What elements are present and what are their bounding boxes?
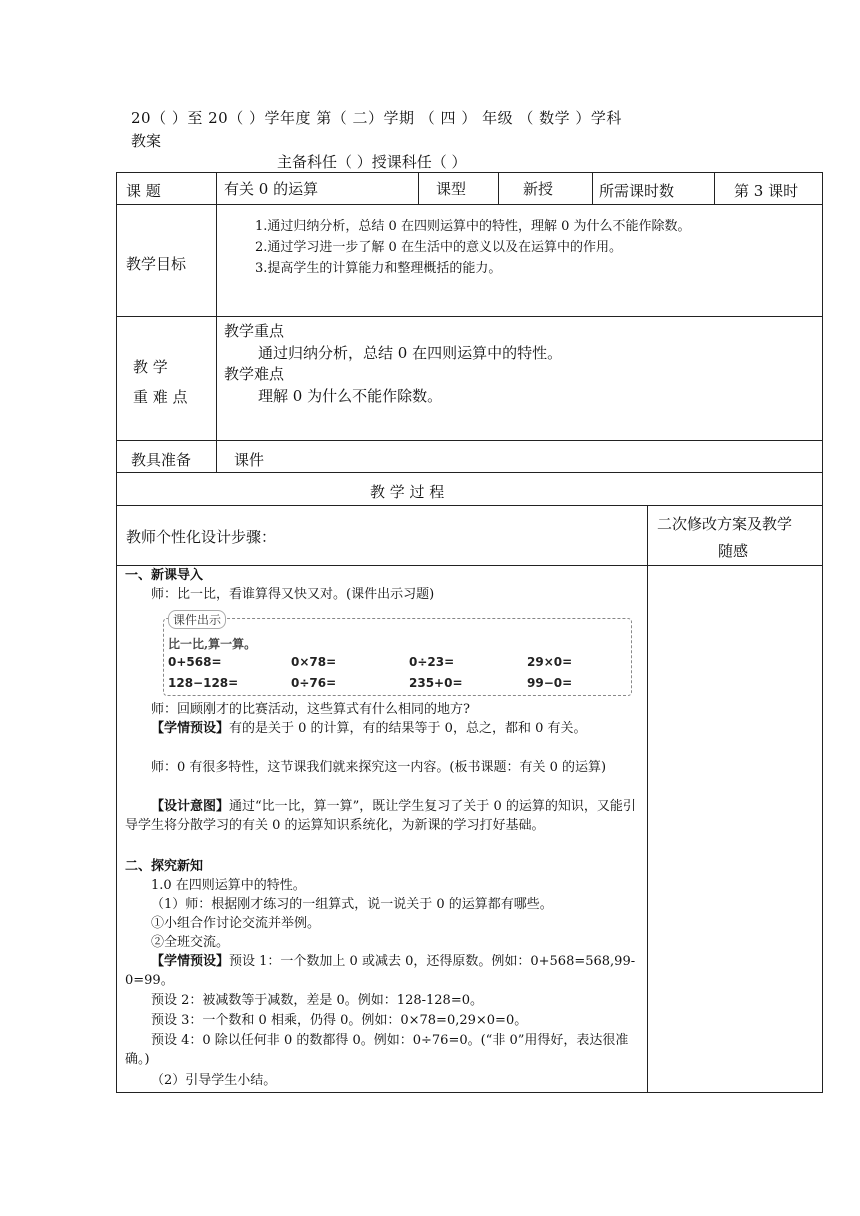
difficulty-text: 理解 0 为什么不能作除数。	[258, 387, 443, 405]
paragraph	[125, 719, 640, 738]
paragraph: 师：比一比，看谁算得又快又对。(课件出示习题)	[151, 587, 435, 602]
equation: 0÷76=	[291, 676, 337, 690]
paragraph: （1）师：根据刚才练习的一组算式，说一说关于 0 的运算都有哪些。	[151, 897, 553, 912]
header-line-2: 教案	[131, 132, 162, 150]
focus-title: 教学重点	[224, 322, 285, 340]
objective-item: 3.提高学生的计算能力和整理概括的能力。	[255, 261, 502, 276]
equation: 235+0=	[409, 676, 463, 690]
row-divider	[116, 472, 823, 473]
keypoints-label-2: 重 难 点	[133, 388, 188, 406]
process-right-header-1: 二次修改方案及教学	[657, 515, 793, 533]
equation: 0×78=	[291, 655, 337, 669]
lesson-type-value: 新授	[523, 180, 554, 198]
paragraph: ②全班交流。	[151, 935, 230, 950]
hours-value: 第 3 课时	[734, 182, 799, 200]
tag-label: 【设计意图】	[151, 799, 230, 814]
prep-value: 课件	[234, 451, 265, 469]
paragraph-text: 预设 1：一个数加上 0 或减去 0，还得原数。例如：0+568=568,99-0=99。	[125, 954, 636, 988]
topic-label: 课 题	[126, 182, 161, 200]
paragraph: 师：0 有很多特性，这节课我们就来探究这一内容。(板书课题：有关 0 的运算)	[151, 760, 607, 775]
paragraph: 师：回顾刚才的比赛活动，这些算式有什么相同的地方?	[151, 702, 470, 717]
col-divider	[498, 172, 499, 204]
paragraph: （2）引导学生小结。	[151, 1073, 277, 1088]
paragraph	[125, 797, 640, 835]
paragraph-text: 通过“比一比，算一算”，既让学生复习了关于 0 的运算的知识，又能引导学生将分散学习的有关 0 的运算知识系统化，为新课的学习打好基础。	[125, 799, 636, 833]
paragraph: ①小组合作讨论交流并举例。	[151, 916, 321, 931]
process-title: 教 学 过 程	[370, 483, 445, 501]
col-divider	[714, 172, 715, 204]
prep-label: 教具准备	[131, 451, 192, 469]
col-divider	[647, 505, 648, 1092]
table-border-left	[116, 172, 117, 1093]
section-1-title: 一、新课导入	[125, 568, 204, 583]
equation: 0÷23=	[409, 655, 455, 669]
topic-value: 有关 0 的运算	[224, 180, 319, 198]
table-border-top	[116, 172, 823, 173]
hours-label: 所需课时数	[599, 182, 675, 200]
table-border-bottom	[116, 1092, 823, 1093]
process-right-header-2: 随感	[718, 542, 749, 560]
equation: 0+568=	[168, 655, 222, 669]
row-divider	[116, 204, 823, 205]
equation: 128−128=	[168, 676, 239, 690]
paragraph: 预设 2：被减数等于减数，差是 0。例如：128-128=0。	[151, 993, 483, 1008]
table-border-right	[822, 172, 823, 1093]
row-divider	[116, 505, 823, 506]
keypoints-label-1: 教 学	[133, 358, 168, 376]
paragraph: 预设 4：0 除以任何非 0 的数都得 0。例如：0÷76=0。(“非 0”用得好，表达很准确。)	[125, 1033, 629, 1067]
paragraph	[125, 952, 640, 990]
section-2-title: 二、探究新知	[125, 859, 204, 874]
objective-item: 1.通过归纳分析，总结 0 在四则运算中的特性，理解 0 为什么不能作除数。	[255, 219, 691, 234]
equation: 99−0=	[527, 676, 573, 690]
tag-label: 【学情预设】	[151, 954, 230, 969]
courseware-tag: 课件出示	[168, 610, 226, 629]
header-line-3: 主备科任（ ）授课科任（ ）	[277, 153, 467, 171]
lesson-type-label: 课型	[436, 180, 467, 198]
col-divider	[592, 172, 593, 204]
objective-item: 2.通过学习进一步了解 0 在生活中的意义以及在运算中的作用。	[255, 240, 622, 255]
difficulty-title: 教学难点	[224, 365, 285, 383]
header-line-1: 20（ ）至 20（ ）学年度 第（ 二）学期 （ 四 ） 年级 （ 数学 ）学科	[131, 109, 622, 127]
row-divider	[116, 440, 823, 441]
paragraph: 预设 3：一个数和 0 相乘，仍得 0。例如：0×78=0,29×0=0。	[151, 1013, 528, 1028]
paragraph: 1.0 在四则运算中的特性。	[151, 878, 306, 893]
col-divider	[418, 172, 419, 204]
courseware-title: 比一比,算一算。	[168, 637, 257, 651]
equation: 29×0=	[527, 655, 573, 669]
row-divider	[116, 316, 823, 317]
process-left-header: 教师个性化设计步骤：	[126, 528, 277, 546]
tag-label: 【学情预设】	[151, 721, 230, 736]
focus-text: 通过归纳分析，总结 0 在四则运算中的特性。	[258, 344, 563, 362]
col-divider	[216, 172, 217, 472]
objectives-label: 教学目标	[126, 255, 187, 273]
paragraph-text: 有的是关于 0 的计算，有的结果等于 0，总之，都和 0 有关。	[229, 721, 587, 736]
